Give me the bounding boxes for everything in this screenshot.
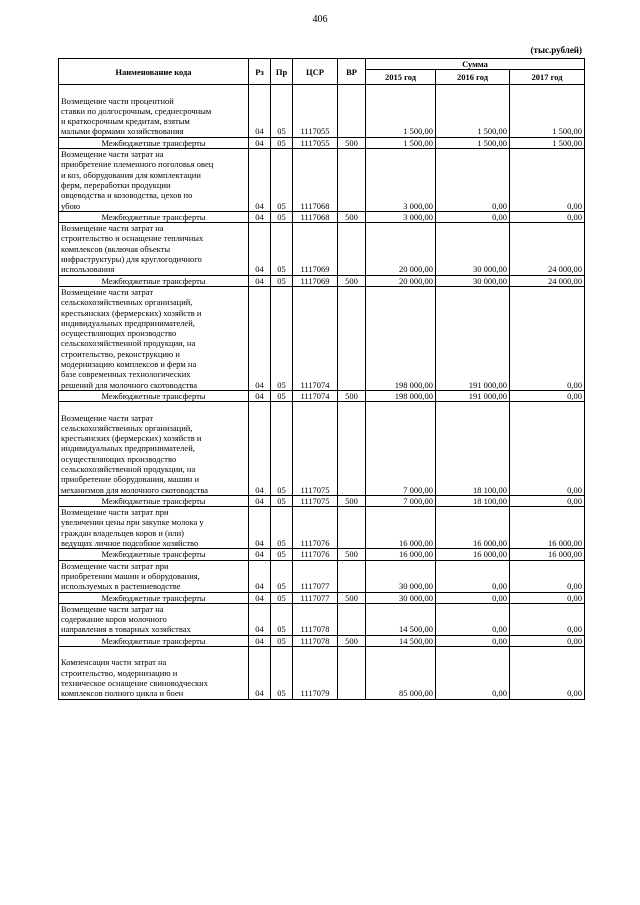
row-pr: 05: [271, 402, 293, 496]
row-vr: [338, 149, 366, 212]
row-name: Возмещение части затрат на приобретение племенного поголовья овец и коз, оборудования для комплектации ферм, переработки продукции овцеводства и козоводства, цехов по убою: [59, 149, 249, 212]
row-2017: 0,00: [510, 402, 585, 496]
row-pr: 05: [271, 275, 293, 286]
row-2016: 1 500,00: [436, 85, 510, 137]
row-2015: 7 000,00: [366, 402, 436, 496]
row-pr: 05: [271, 507, 293, 549]
row-name: Межбюджетные трансферты: [59, 592, 249, 603]
row-pr: 05: [271, 85, 293, 137]
row-csr: 1117068: [293, 211, 338, 222]
row-name: Возмещение части затрат сельскохозяйственных организаций, крестьянских (фермерских) хозяйств и индивидуальных предпринимателей, осуществляющих производство сельскохозяйственной продукции, на строительство, реконструкцию и модернизацию комплексов и ферм на базе современных технологических решений для молочного скотоводства: [59, 286, 249, 390]
row-csr: 1117075: [293, 495, 338, 506]
row-2015: 14 500,00: [366, 635, 436, 646]
row-2015: 1 500,00: [366, 85, 436, 137]
table-row: [59, 647, 585, 699]
row-rz: 04: [249, 592, 271, 603]
row-csr: 1117077: [293, 592, 338, 603]
table-body: [59, 85, 585, 699]
row-rz: 04: [249, 635, 271, 646]
row-pr: 05: [271, 211, 293, 222]
table-row: [59, 402, 585, 496]
row-vr: [338, 223, 366, 275]
row-rz: 04: [249, 137, 271, 148]
row-2017: 0,00: [510, 149, 585, 212]
header-rz: Рз: [249, 59, 271, 85]
row-2016: 191 000,00: [436, 286, 510, 390]
row-vr: 500: [338, 549, 366, 560]
row-rz: 04: [249, 149, 271, 212]
row-csr: 1117076: [293, 507, 338, 549]
table-row: [59, 137, 585, 148]
table-row: [59, 549, 585, 560]
row-vr: 500: [338, 592, 366, 603]
row-csr: 1117074: [293, 390, 338, 401]
row-csr: 1117078: [293, 635, 338, 646]
row-vr: 500: [338, 137, 366, 148]
table-row: [59, 507, 585, 549]
row-2016: 0,00: [436, 211, 510, 222]
row-2016: 18 100,00: [436, 402, 510, 496]
table-row: [59, 223, 585, 275]
row-rz: 04: [249, 549, 271, 560]
row-2016: 30 000,00: [436, 223, 510, 275]
row-rz: 04: [249, 507, 271, 549]
row-rz: 04: [249, 223, 271, 275]
row-2016: 16 000,00: [436, 507, 510, 549]
row-name: Возмещение части затрат на строительство и оснащение тепличных комплексов (включая объекты инфраструктуры) для круглогодичного использования: [59, 223, 249, 275]
row-name: Возмещение части процентной ставки по долгосрочным, среднесрочным и краткосрочным кредитам, взятым малыми формами хозяйствования: [59, 85, 249, 137]
header-csr: ЦСР: [293, 59, 338, 85]
row-csr: 1117075: [293, 402, 338, 496]
row-2017: 24 000,00: [510, 223, 585, 275]
row-2017: 24 000,00: [510, 275, 585, 286]
unit-label: (тыс.рублей): [530, 45, 582, 55]
row-csr: 1117055: [293, 85, 338, 137]
row-name: Межбюджетные трансферты: [59, 275, 249, 286]
row-2015: 14 500,00: [366, 603, 436, 635]
table-row: [59, 592, 585, 603]
row-2016: 1 500,00: [436, 137, 510, 148]
row-pr: 05: [271, 549, 293, 560]
row-csr: 1117078: [293, 603, 338, 635]
header-vr: ВР: [338, 59, 366, 85]
row-rz: 04: [249, 275, 271, 286]
row-2016: 191 000,00: [436, 390, 510, 401]
row-csr: 1117055: [293, 137, 338, 148]
row-pr: 05: [271, 647, 293, 699]
row-pr: 05: [271, 286, 293, 390]
row-2017: 0,00: [510, 592, 585, 603]
row-vr: [338, 560, 366, 592]
row-vr: [338, 286, 366, 390]
row-name: Возмещение части затрат при увеличении цены при закупке молока у граждан владельцев коров и (или) ведущих личное подсобное хозяйство: [59, 507, 249, 549]
row-name: Возмещение части затрат при приобретении машин и оборудования, используемых в растениеводстве: [59, 560, 249, 592]
row-2016: 0,00: [436, 647, 510, 699]
row-vr: [338, 85, 366, 137]
table-row: [59, 211, 585, 222]
row-rz: 04: [249, 85, 271, 137]
header-pr: Пр: [271, 59, 293, 85]
header-2016: 2016 год: [436, 70, 510, 85]
table-row: [59, 390, 585, 401]
row-csr: 1117076: [293, 549, 338, 560]
row-2016: 18 100,00: [436, 495, 510, 506]
table-row: [59, 275, 585, 286]
row-2017: 0,00: [510, 635, 585, 646]
row-2015: 1 500,00: [366, 137, 436, 148]
row-2015: 198 000,00: [366, 390, 436, 401]
row-2017: 0,00: [510, 560, 585, 592]
row-2016: 0,00: [436, 149, 510, 212]
row-pr: 05: [271, 592, 293, 603]
row-2015: 20 000,00: [366, 275, 436, 286]
row-2015: 3 000,00: [366, 211, 436, 222]
row-vr: 500: [338, 211, 366, 222]
row-rz: 04: [249, 560, 271, 592]
row-pr: 05: [271, 137, 293, 148]
header-2017: 2017 год: [510, 70, 585, 85]
table-row: [59, 560, 585, 592]
row-2015: 30 000,00: [366, 560, 436, 592]
row-vr: [338, 402, 366, 496]
row-name: Возмещение части затрат на содержание коров молочного направления в товарных хозяйствах: [59, 603, 249, 635]
row-vr: 500: [338, 495, 366, 506]
row-csr: 1117068: [293, 149, 338, 212]
row-2017: 1 500,00: [510, 137, 585, 148]
budget-table: [58, 58, 585, 700]
row-name: Межбюджетные трансферты: [59, 390, 249, 401]
row-vr: 500: [338, 390, 366, 401]
row-csr: 1117069: [293, 223, 338, 275]
row-2015: 3 000,00: [366, 149, 436, 212]
row-2016: 0,00: [436, 560, 510, 592]
row-2015: 16 000,00: [366, 507, 436, 549]
row-name: Межбюджетные трансферты: [59, 495, 249, 506]
table-row: [59, 149, 585, 212]
row-pr: 05: [271, 495, 293, 506]
row-csr: 1117069: [293, 275, 338, 286]
header-2015: 2015 год: [366, 70, 436, 85]
header-sum: Сумма: [366, 59, 585, 70]
row-vr: [338, 507, 366, 549]
row-vr: 500: [338, 275, 366, 286]
row-2017: 0,00: [510, 286, 585, 390]
row-2017: 0,00: [510, 647, 585, 699]
row-2017: 0,00: [510, 390, 585, 401]
row-pr: 05: [271, 223, 293, 275]
row-2017: 0,00: [510, 495, 585, 506]
row-pr: 05: [271, 603, 293, 635]
table-row: [59, 635, 585, 646]
row-2015: 198 000,00: [366, 286, 436, 390]
row-csr: 1117074: [293, 286, 338, 390]
row-pr: 05: [271, 390, 293, 401]
row-pr: 05: [271, 635, 293, 646]
row-2015: 7 000,00: [366, 495, 436, 506]
table-row: [59, 603, 585, 635]
row-2016: 30 000,00: [436, 275, 510, 286]
row-2015: 30 000,00: [366, 592, 436, 603]
row-2017: 1 500,00: [510, 85, 585, 137]
row-name: Межбюджетные трансферты: [59, 137, 249, 148]
row-2015: 20 000,00: [366, 223, 436, 275]
header-name: Наименование кода: [59, 59, 249, 85]
row-name: Межбюджетные трансферты: [59, 211, 249, 222]
row-2015: 85 000,00: [366, 647, 436, 699]
row-2017: 16 000,00: [510, 507, 585, 549]
row-csr: 1117077: [293, 560, 338, 592]
row-pr: 05: [271, 560, 293, 592]
row-rz: 04: [249, 647, 271, 699]
page-number: 406: [312, 14, 328, 25]
row-rz: 04: [249, 286, 271, 390]
row-pr: 05: [271, 149, 293, 212]
row-name: Компенсация части затрат на строительство, модернизацию и техническое оснащение свиноводческих комплексов полного цикла и боен: [59, 647, 249, 699]
row-csr: 1117079: [293, 647, 338, 699]
row-vr: 500: [338, 635, 366, 646]
row-2016: 0,00: [436, 592, 510, 603]
table-row: [59, 286, 585, 390]
row-2017: 0,00: [510, 211, 585, 222]
row-2016: 0,00: [436, 635, 510, 646]
row-name: Возмещение части затрат сельскохозяйственных организаций, крестьянских (фермерских) хозяйств и индивидуальных предпринимателей, осуществляющих производство сельскохозяйственной продукции, на приобретение оборудования, машин и механизмов для молочного скотоводства: [59, 402, 249, 496]
row-2016: 0,00: [436, 603, 510, 635]
row-rz: 04: [249, 390, 271, 401]
row-2017: 0,00: [510, 603, 585, 635]
row-2016: 16 000,00: [436, 549, 510, 560]
table-header: [59, 59, 585, 85]
row-name: Межбюджетные трансферты: [59, 635, 249, 646]
table-row: [59, 85, 585, 137]
row-rz: 04: [249, 495, 271, 506]
row-rz: 04: [249, 402, 271, 496]
row-rz: 04: [249, 211, 271, 222]
row-vr: [338, 603, 366, 635]
row-rz: 04: [249, 603, 271, 635]
table-row: [59, 495, 585, 506]
row-vr: [338, 647, 366, 699]
row-2017: 16 000,00: [510, 549, 585, 560]
row-2015: 16 000,00: [366, 549, 436, 560]
row-name: Межбюджетные трансферты: [59, 549, 249, 560]
